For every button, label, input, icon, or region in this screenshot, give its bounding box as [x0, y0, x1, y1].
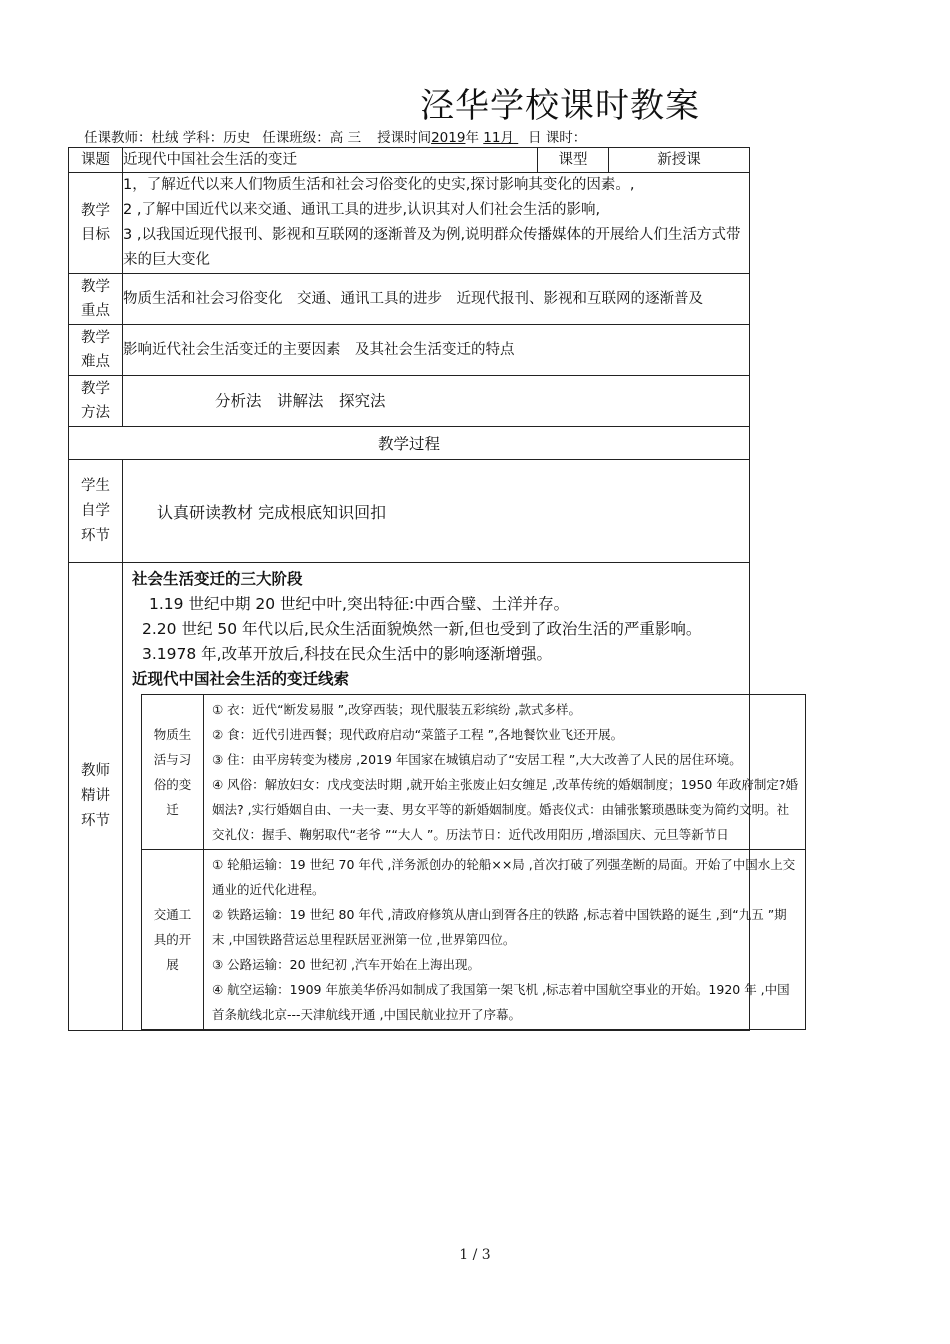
process-row: [69, 427, 750, 460]
self-study-row: [69, 460, 750, 563]
methods-label: 教学方法: [69, 376, 123, 427]
key-points-row: [69, 274, 750, 325]
clue-item: ① 轮船运输：19 世纪 70 年代 ,洋务派创办的轮船××局 ,首次打破了列强垄断的局面。开始了中国水上交通业的近代化进程。: [212, 857, 796, 897]
subject: 学科：历史: [182, 130, 251, 146]
process-title: 教学过程: [69, 427, 750, 460]
year-value: 2019: [431, 130, 466, 146]
clue-items: [204, 850, 806, 1030]
lecture-content: [123, 563, 798, 1031]
topic-value: 近现代中国社会生活的变迁: [123, 148, 538, 173]
goal-line: 2 ,了解中国近代以来交通、通讯工具的进步,认识其对人们社会生活的影响,: [123, 202, 601, 218]
day-unit: 日: [527, 130, 542, 146]
self-study-text: 认真研读教材 完成根底知识回扣: [123, 460, 750, 563]
goal-line: 3 ,以我国近现代报刊、影视和互联网的逐渐普及为例,说明群众传播媒体的开展给人们生活方式带来的巨大变化: [123, 227, 741, 268]
type-value: 新授课: [609, 148, 750, 173]
teacher-info-line: [84, 126, 586, 146]
topic-label: 课题: [69, 148, 123, 173]
lecture-row: [69, 563, 750, 1031]
class-value: 三: [347, 130, 362, 146]
clue-item: ② 食：近代引进西餐；现代政府启动“菜篮子工程 ”,各地餐饮业飞还开展。: [212, 727, 624, 742]
goal-line: 1，了解近代以来人们物质生活和社会习俗变化的史实,探讨影响其变化的因素。,: [123, 177, 635, 193]
stage-line: 2.20 世纪 50 年代以后,民众生活面貌焕然一新,但也受到了政治生活的严重影响。: [142, 620, 702, 638]
self-study-label: 学生自学环节: [69, 460, 123, 563]
goals-content: [123, 173, 750, 274]
day-blank: [514, 130, 528, 146]
clue-item: ③ 住：由平房转变为楼房 ,2019 年国家在城镇启动了“安居工程 ”,大大改善了人民的居住环境。: [212, 752, 742, 767]
class-label: 任课班级：高: [262, 130, 344, 146]
clue-items: [204, 695, 806, 850]
difficulties-text: 影响近代社会生活变迁的主要因素 及其社会生活变迁的特点: [123, 325, 750, 376]
key-points-label: 教学重点: [69, 274, 123, 325]
year-unit: 年: [465, 130, 479, 146]
methods-row: [69, 376, 750, 427]
stages-heading: 社会生活变迁的三大阶段: [132, 570, 303, 588]
page-number: 1 / 3: [459, 1247, 491, 1263]
page-title: 泾华学校课时教案: [420, 86, 700, 126]
clue-row-transport: [142, 850, 806, 1030]
period-label: 课时：: [545, 130, 587, 146]
time-label: 授课时间: [377, 130, 432, 146]
clue-label: 物质生活与习俗的变迁: [142, 695, 204, 850]
month-unit: 月: [500, 130, 514, 146]
clue-item: ④ 航空运输：1909 年旅美华侨冯如制成了我国第一架飞机 ,标志着中国航空事业的开始。1920 年 ,中国首条航线北京---天津航线开通 ,中国民航业拉开了序幕。: [212, 982, 790, 1022]
clue-item: ② 铁路运输：19 世纪 80 年代 ,清政府修筑从唐山到胥各庄的铁路 ,标志着中国铁路的诞生 ,到“九五 ”期末 ,中国铁路营运总里程跃居亚洲第一位 ,世界第四位。: [212, 907, 787, 947]
clue-item: ① 衣：近代“断发易服 ”,改穿西装；现代服装五彩缤纷 ,款式多样。: [212, 702, 582, 717]
key-points-text: 物质生活和社会习俗变化 交通、通讯工具的进步 近现代报刊、影视和互联网的逐渐普及: [123, 274, 750, 325]
stage-line: 3.1978 年,改革开放后,科技在民众生活中的影响逐渐增强。: [142, 645, 553, 663]
month-value: 11: [483, 130, 501, 146]
clues-table: [141, 694, 806, 1030]
goals-label: 教学目标: [69, 173, 123, 274]
goals-row: [69, 173, 750, 274]
lecture-label: 教师精讲环节: [69, 563, 123, 1031]
clue-row-material: [142, 695, 806, 850]
type-label: 课型: [538, 148, 609, 173]
methods-text: 分析法 讲解法 探究法: [123, 376, 750, 427]
difficulties-label: 教学难点: [69, 325, 123, 376]
clue-item: ④ 风俗：解放妇女：戊戌变法时期 ,就开始主张废止妇女缠足 ,改革传统的婚姻制度；1950 年政府制定?婚姻法? ,实行婚姻自由、一夫一妻、男女平等的新婚姻制度。婚丧仪式：由铺张繁琐愚昧变为简约文明。社交礼仪：握手、鞠躬取代“老爷 ”“大人 ”。历法节日：近代改用阳历 ,增添国庆、元旦等新节日: [212, 777, 798, 842]
clues-heading: 近现代中国社会生活的变迁线索: [132, 670, 350, 688]
clue-item: ③ 公路运输：20 世纪初 ,汽车开始在上海出现。: [212, 957, 481, 972]
topic-row: [69, 148, 750, 173]
clue-label: 交通工具的开展: [142, 850, 204, 1030]
difficulties-row: [69, 325, 750, 376]
stage-line: 1.19 世纪中期 20 世纪中叶,突出特征:中西合璧、土洋并存。: [149, 595, 570, 613]
teacher-name: 任课教师：杜绒: [84, 130, 179, 146]
lesson-plan-table: [68, 147, 798, 1031]
